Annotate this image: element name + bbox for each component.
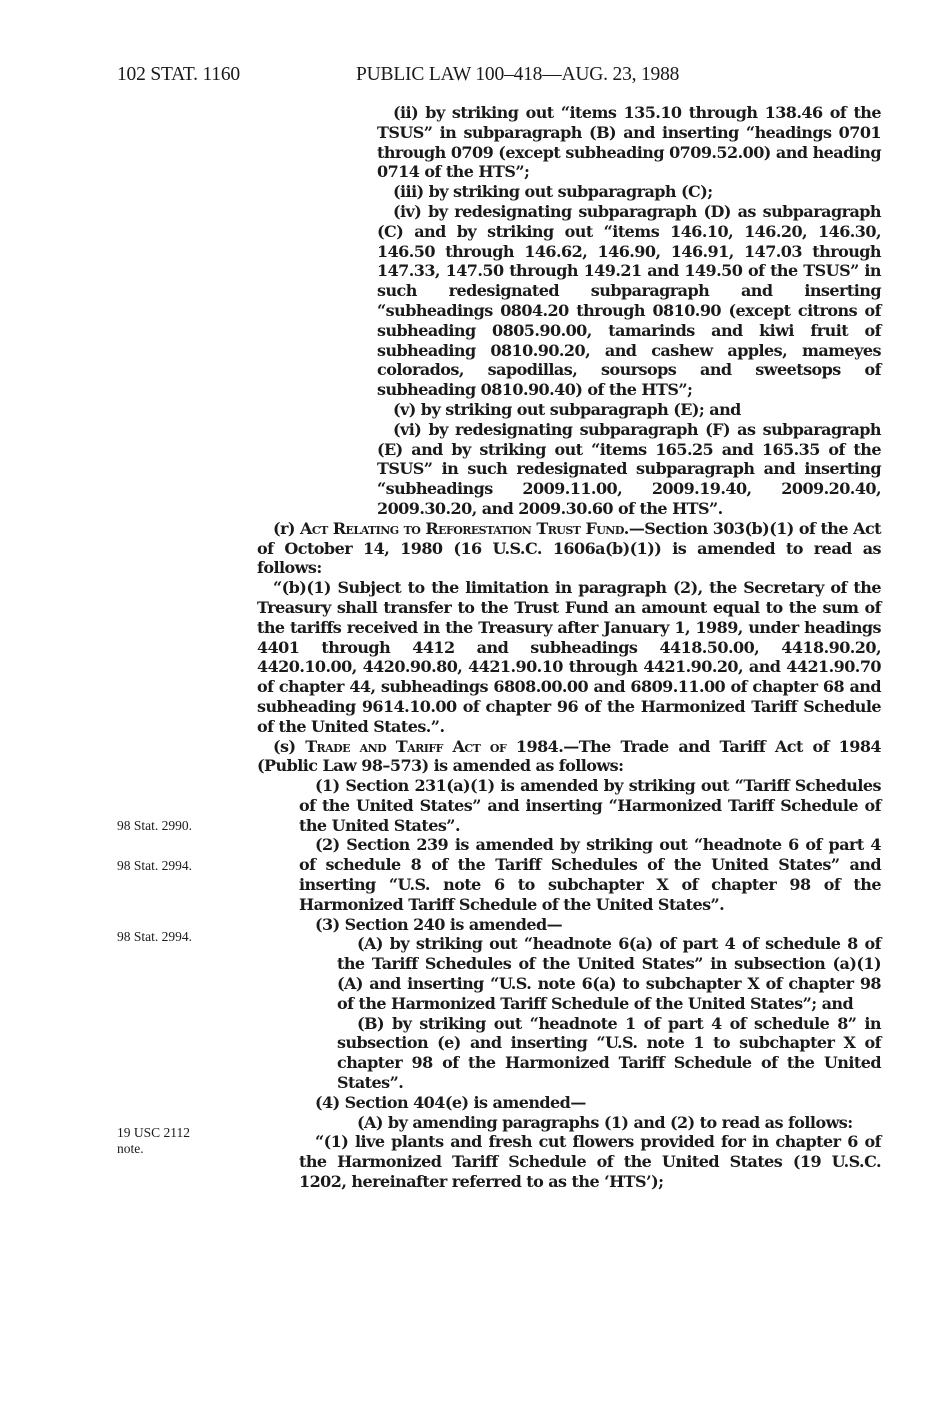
paragraph-3: (3) Section 240 is amended—	[315, 914, 563, 934]
subsection-r-heading: Act Relating to Reforestation Trust Fund.	[300, 518, 629, 538]
margin-note-98-stat-2994: 98 Stat. 2994.	[117, 858, 193, 873]
paragraph-1: (1) Section 231(a)(1) is amended by striking out “Tariff Schedules of the United States” and inserting “Harmonized Tariff Schedule of the United States”.	[299, 776, 881, 835]
margin-note-19-usc-2112: 19 USC 2112 note.	[117, 1125, 191, 1156]
subparagraph-3a: (A) by striking out “headnote 6(a) of part 4 of schedule 8 of the Tariff Schedules of the United States” in subsection (a)(1)(A) and inserting “U.S. note 6(a) to subchapter X of chapter 98 of the Harmonized Tariff Schedule of the United States”; and	[337, 934, 881, 1013]
margin-note-98-stat-2994-b: 98 Stat. 2994.	[117, 929, 193, 944]
body-text	[257, 103, 881, 1192]
paragraph-4: (4) Section 404(e) is amended—	[315, 1092, 586, 1112]
margin-note-98-stat-2990: 98 Stat. 2990.	[117, 818, 193, 833]
clause-iii: (iii) by striking out subparagraph (C);	[393, 182, 713, 202]
clause-v: (v) by striking out subparagraph (E); and	[393, 399, 741, 419]
subsection-s-heading: Trade and Tariff Act of 1984.	[305, 736, 564, 756]
clause-iv: (iv) by redesignating subparagraph (D) as subparagraph (C) and by striking out “items 146.10, 146.20, 146.30, 146.50 through 146.62, 146.90, 146.91, 147.03 through 147.33, 147.50 through 149.21 and 149.50 of the TSUS” in such redesignated subparagraph and inserting “subheadings 0804.20 through 0810.90 (except citrons of subheading 0805.90.00, tamarinds and kiwi fruit of subheading 0810.90.20, and cashew apples, mameyes colorados, sapodillas, soursops and sweetsops of subheading 0810.90.40) of the HTS”;	[377, 201, 881, 400]
quoted-paragraph-1: “(1) live plants and fresh cut flowers provided for in chapter 6 of the Harmonized Tariff Schedule of the United States (19 U.S.C. 1202, hereinafter referred to as the ‘HTS’);	[299, 1132, 881, 1192]
subsection-s: (s) Trade and Tariff Act of 1984.—The Trade and Tariff Act of 1984 (Public Law 98–573) is amended as follows:	[257, 736, 881, 776]
paragraph-2: (2) Section 239 is amended by striking out “headnote 6 of part 4 of schedule 8 of the Tariff Schedules of the United States” and inserting “U.S. note 6 to subchapter X of chapter 98 of the Harmonized Tariff Schedule of the United States”.	[299, 835, 881, 914]
clause-vi: (vi) by redesignating subparagraph (F) as subparagraph (E) and by striking out “items 165.25 and 165.35 of the TSUS” in such redesignated subparagraph and inserting “subheadings 2009.11.00, 2009.19.40, 2009.20.40, 2009.30.20, and 2009.30.60 of the HTS”.	[377, 419, 881, 518]
subparagraph-3b: (B) by striking out “headnote 1 of part 4 of schedule 8” in subsection (e) and inserting “U.S. note 1 to subchapter X of chapter 98 of the Harmonized Tariff Schedule of the United States”.	[337, 1013, 881, 1093]
clause-ii: (ii) by striking out “items 135.10 through 138.46 of the TSUS” in subparagraph (B) and inserting “headings 0701 through 0709 (except subheading 0709.52.00) and heading 0714 of the HTS”;	[377, 103, 881, 182]
page-stat-number: 102 STAT. 1160	[117, 64, 240, 85]
quoted-amendment: “(b)(1) Subject to the limitation in paragraph (2), the Secretary of the Treasury shall transfer to the Trust Fund an amount equal to the sum of the tariffs received in the Treasury after January 1, 1989, under headings 4401 through 4412 and subheadings 4418.50.00, 4418.90.20, 4420.10.00, 4420.90.80, 4421.90.10 through 4421.90.20, and 4421.90.70 of chapter 44, subheadings 6808.00.00 and 6809.11.00 of chapter 68 and subheading 9614.10.00 of chapter 96 of the Harmonized Tariff Schedule of the United States.”.	[257, 578, 881, 736]
running-head: PUBLIC LAW 100–418—AUG. 23, 1988	[356, 64, 680, 85]
subsection-r: (r) Act Relating to Reforestation Trust Fund.—Section 303(b)(1) of the Act of October 14, 1980 (16 U.S.C. 1606a(b)(1)) is amended to read as follows:	[257, 518, 881, 578]
subparagraph-4a: (A) by amending paragraphs (1) and (2) to read as follows:	[357, 1112, 853, 1132]
